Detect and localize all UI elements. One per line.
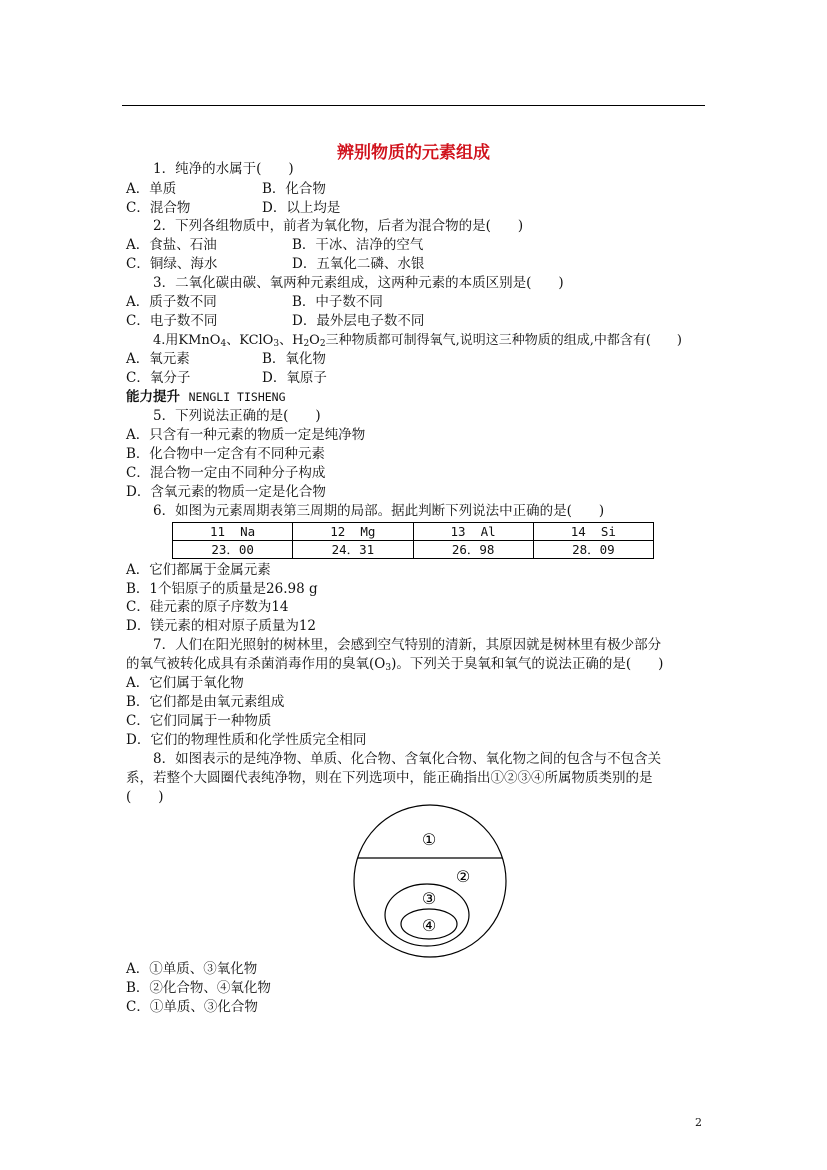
region-label-3: ③ [421, 889, 437, 908]
page-number: 2 [695, 1116, 702, 1129]
q3-stem: 3．二氧化碳由碳、氧两种元素组成，这两种元素的本质区别是( ) [153, 275, 564, 291]
periodic-table-fragment [172, 522, 654, 559]
q5-option-a: A．只含有一种元素的物质一定是纯净物 [126, 427, 366, 443]
element-mass-si: 28．09 [533, 541, 653, 559]
q6-option-a: A．它们都属于金属元素 [126, 562, 271, 578]
q4-option-b: B．氧化物 [262, 351, 326, 367]
q1-option-d: D．以上均是 [262, 200, 341, 216]
q8-stem-line2: 系，若整个大圆圈代表纯净物，则在下列选项中，能正确指出①②③④所属物质类别的是 [126, 770, 653, 786]
q7-stem-line2: 的氧气被转化成具有杀菌消毒作用的臭氧$(O_3)$。下列关于臭氧和氧气的说法正确的是( ) [126, 656, 664, 673]
q7-option-a: A．它们属于氧化物 [126, 675, 244, 691]
header-rule [122, 105, 705, 106]
element-cell-al: 13 Al [413, 523, 533, 541]
q7-option-b: B．它们都是由氧元素组成 [126, 694, 285, 710]
q7-option-d: D．它们的物理性质和化学性质完全相同 [126, 732, 367, 748]
q6-stem: 6．如图为元素周期表第三周期的局部。据此判断下列说法中正确的是( ) [153, 503, 605, 519]
q8-option-c: C．①单质、③化合物 [126, 999, 258, 1015]
q2-option-b: B．干冰、洁净的空气 [292, 237, 424, 253]
q7-stem-line1: 7．人们在阳光照射的树林里，会感到空气特别的清新，其原因就是树林里有极少部分 [153, 637, 662, 653]
q1-option-b: B．化合物 [262, 181, 326, 197]
q2-stem: 2．下列各组物质中，前者为氧化物，后者为混合物的是( ) [153, 218, 524, 234]
q8-stem-line3: ( ) [126, 789, 164, 805]
q8-stem-line1: 8．如图表示的是纯净物、单质、化合物、含氧化合物、氧化物之间的包含与不包含关 [153, 751, 662, 767]
region-label-2: ② [455, 867, 471, 886]
q3-option-d: D．最外层电子数不同 [292, 313, 425, 329]
q5-option-d: D．含氧元素的物质一定是化合物 [126, 484, 326, 500]
element-mass-na: 23．00 [173, 541, 293, 559]
q2-option-a: A．食盐、石油 [126, 237, 217, 253]
q5-option-c: C．混合物一定由不同种分子构成 [126, 465, 326, 481]
q4-option-a: A．氧元素 [126, 351, 190, 367]
element-cell-na: 11 Na [173, 523, 293, 541]
page-title: 辨别物质的元素组成 [337, 143, 490, 163]
q3-option-a: A．质子数不同 [126, 294, 217, 310]
region-label-1: ① [421, 830, 437, 849]
q3-option-b: B．中子数不同 [292, 294, 383, 310]
q1-option-c: C．混合物 [126, 200, 191, 216]
q2-option-c: C．铜绿、海水 [126, 256, 218, 272]
q5-stem: 5．下列说法正确的是( ) [153, 408, 321, 424]
q5-option-b: B．化合物中一定含有不同种元素 [126, 446, 325, 462]
element-mass-al: 26．98 [413, 541, 533, 559]
element-cell-si: 14 Si [533, 523, 653, 541]
q8-option-a: A．①单质、③氧化物 [126, 961, 258, 977]
q2-option-d: D．五氧化二磷、水银 [292, 256, 425, 272]
element-cell-mg: 12 Mg [293, 523, 413, 541]
q3-option-c: C．电子数不同 [126, 313, 218, 329]
classification-diagram [352, 803, 508, 959]
q6-option-d: D．镁元素的相对原子质量为12 [126, 618, 317, 634]
q4-option-c: C．氧分子 [126, 370, 191, 386]
section-heading: 能力提升 NENGLI TISHENG [126, 389, 286, 405]
q4-stem: 4.用KMnO$_4$、KClO$_3$、$H_2O_2$三种物质都可制得氧气,说明这三种物质的组成,中都含有( ) [153, 333, 682, 349]
q4-option-d: D．氧原子 [262, 370, 327, 386]
q8-option-b: B．②化合物、④氧化物 [126, 980, 271, 996]
q6-option-c: C．硅元素的原子序数为14 [126, 599, 289, 615]
element-mass-mg: 24．31 [293, 541, 413, 559]
q7-option-c: C．它们同属于一种物质 [126, 713, 272, 729]
region-label-4: ④ [421, 916, 437, 935]
q1-option-a: A．单质 [126, 181, 177, 197]
q1-stem: 1．纯净的水属于( ) [153, 161, 294, 177]
q6-option-b: B．1个铝原子的质量是26.98 g [126, 581, 318, 597]
